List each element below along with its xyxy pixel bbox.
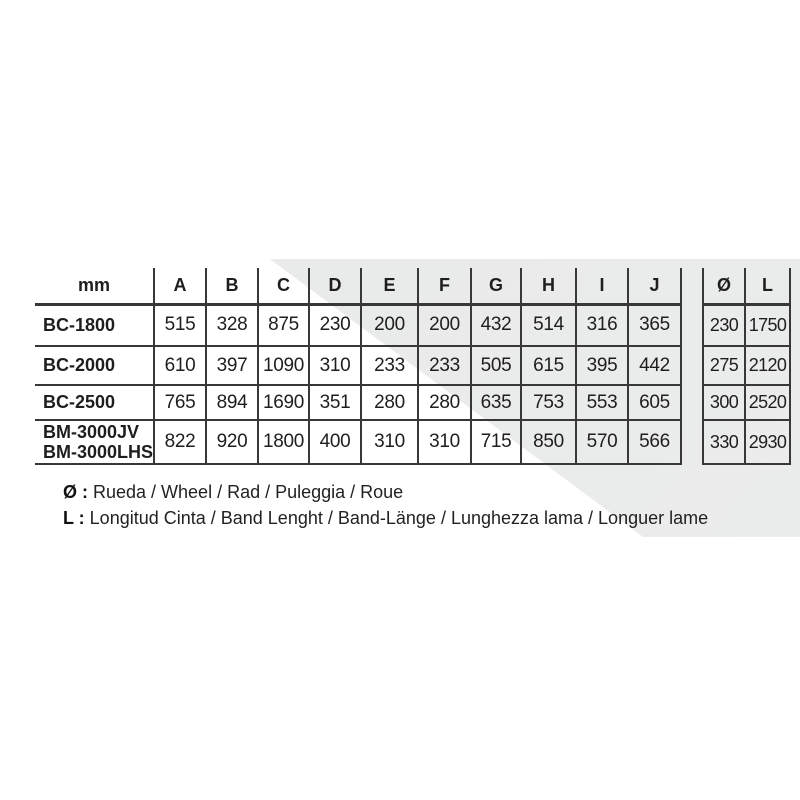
value-cell: 570 (576, 420, 628, 464)
value-cell: 310 (361, 420, 418, 464)
header-row (703, 268, 790, 304)
value-cell: 300 (703, 385, 745, 420)
value-cell: 850 (521, 420, 576, 464)
column-header-d: D (309, 268, 361, 304)
table-row (35, 385, 681, 420)
unit-header-cell: mm (35, 268, 154, 304)
value-cell: 894 (206, 385, 258, 420)
value-cell: 310 (418, 420, 471, 464)
value-cell: 230 (309, 304, 361, 346)
value-cell: 200 (418, 304, 471, 346)
dimensions-table (35, 268, 682, 465)
value-cell: 200 (361, 304, 418, 346)
table-row (703, 385, 790, 420)
value-cell: 2520 (745, 385, 790, 420)
value-cell: 753 (521, 385, 576, 420)
model-line-2: BM-3000LHS (43, 442, 154, 462)
model-cell: BC-1800 (35, 304, 154, 346)
table-row (35, 420, 681, 464)
diameter-translations: Rueda / Wheel / Rad / Puleggia / Roue (88, 482, 404, 502)
model-cell: BC-2500 (35, 385, 154, 420)
spec-tables (35, 268, 791, 465)
column-header-j: J (628, 268, 681, 304)
column-header-b: B (206, 268, 258, 304)
column-header-i: I (576, 268, 628, 304)
value-cell: 553 (576, 385, 628, 420)
length-symbol: L : (63, 508, 85, 528)
value-cell: 330 (703, 420, 745, 464)
value-cell: 400 (309, 420, 361, 464)
value-cell: 2930 (745, 420, 790, 464)
value-cell: 442 (628, 346, 681, 385)
table-row (35, 346, 681, 385)
model-line-1: BM-3000JV (43, 422, 140, 442)
model-cell (35, 420, 154, 464)
value-cell: 1800 (258, 420, 309, 464)
value-cell: 310 (309, 346, 361, 385)
legend-line-length (63, 505, 708, 531)
value-cell: 920 (206, 420, 258, 464)
value-cell: 514 (521, 304, 576, 346)
length-translations: Longitud Cinta / Band Lenght / Band-Länge / Lunghezza lama / Longuer lame (84, 508, 709, 528)
value-cell: 615 (521, 346, 576, 385)
table-row (35, 304, 681, 346)
value-cell: 715 (471, 420, 521, 464)
value-cell: 2120 (745, 346, 790, 385)
value-cell: 610 (154, 346, 206, 385)
column-header-f: F (418, 268, 471, 304)
table-row (703, 420, 790, 464)
value-cell: 1090 (258, 346, 309, 385)
value-cell: 765 (154, 385, 206, 420)
column-header-e: E (361, 268, 418, 304)
value-cell: 316 (576, 304, 628, 346)
value-cell: 351 (309, 385, 361, 420)
value-cell: 395 (576, 346, 628, 385)
value-cell: 505 (471, 346, 521, 385)
value-cell: 875 (258, 304, 309, 346)
table-row (703, 304, 790, 346)
value-cell: 233 (418, 346, 471, 385)
value-cell: 365 (628, 304, 681, 346)
header-row (35, 268, 681, 304)
value-cell: 432 (471, 304, 521, 346)
value-cell: 280 (361, 385, 418, 420)
column-header-g: G (471, 268, 521, 304)
column-header-h: H (521, 268, 576, 304)
value-cell: 328 (206, 304, 258, 346)
value-cell: 230 (703, 304, 745, 346)
value-cell: 1690 (258, 385, 309, 420)
value-cell: 515 (154, 304, 206, 346)
value-cell: 275 (703, 346, 745, 385)
value-cell: 605 (628, 385, 681, 420)
column-header-diameter: Ø (703, 268, 745, 304)
value-cell: 822 (154, 420, 206, 464)
value-cell: 635 (471, 385, 521, 420)
diameter-symbol: Ø : (63, 482, 88, 502)
value-cell: 280 (418, 385, 471, 420)
legend-line-diameter (63, 479, 708, 505)
value-cell: 566 (628, 420, 681, 464)
table-row (703, 346, 790, 385)
wheel-bandlength-table (702, 268, 791, 465)
column-header-a: A (154, 268, 206, 304)
legend (63, 479, 708, 531)
value-cell: 397 (206, 346, 258, 385)
model-cell: BC-2000 (35, 346, 154, 385)
column-header-length: L (745, 268, 790, 304)
value-cell: 1750 (745, 304, 790, 346)
column-header-c: C (258, 268, 309, 304)
value-cell: 233 (361, 346, 418, 385)
